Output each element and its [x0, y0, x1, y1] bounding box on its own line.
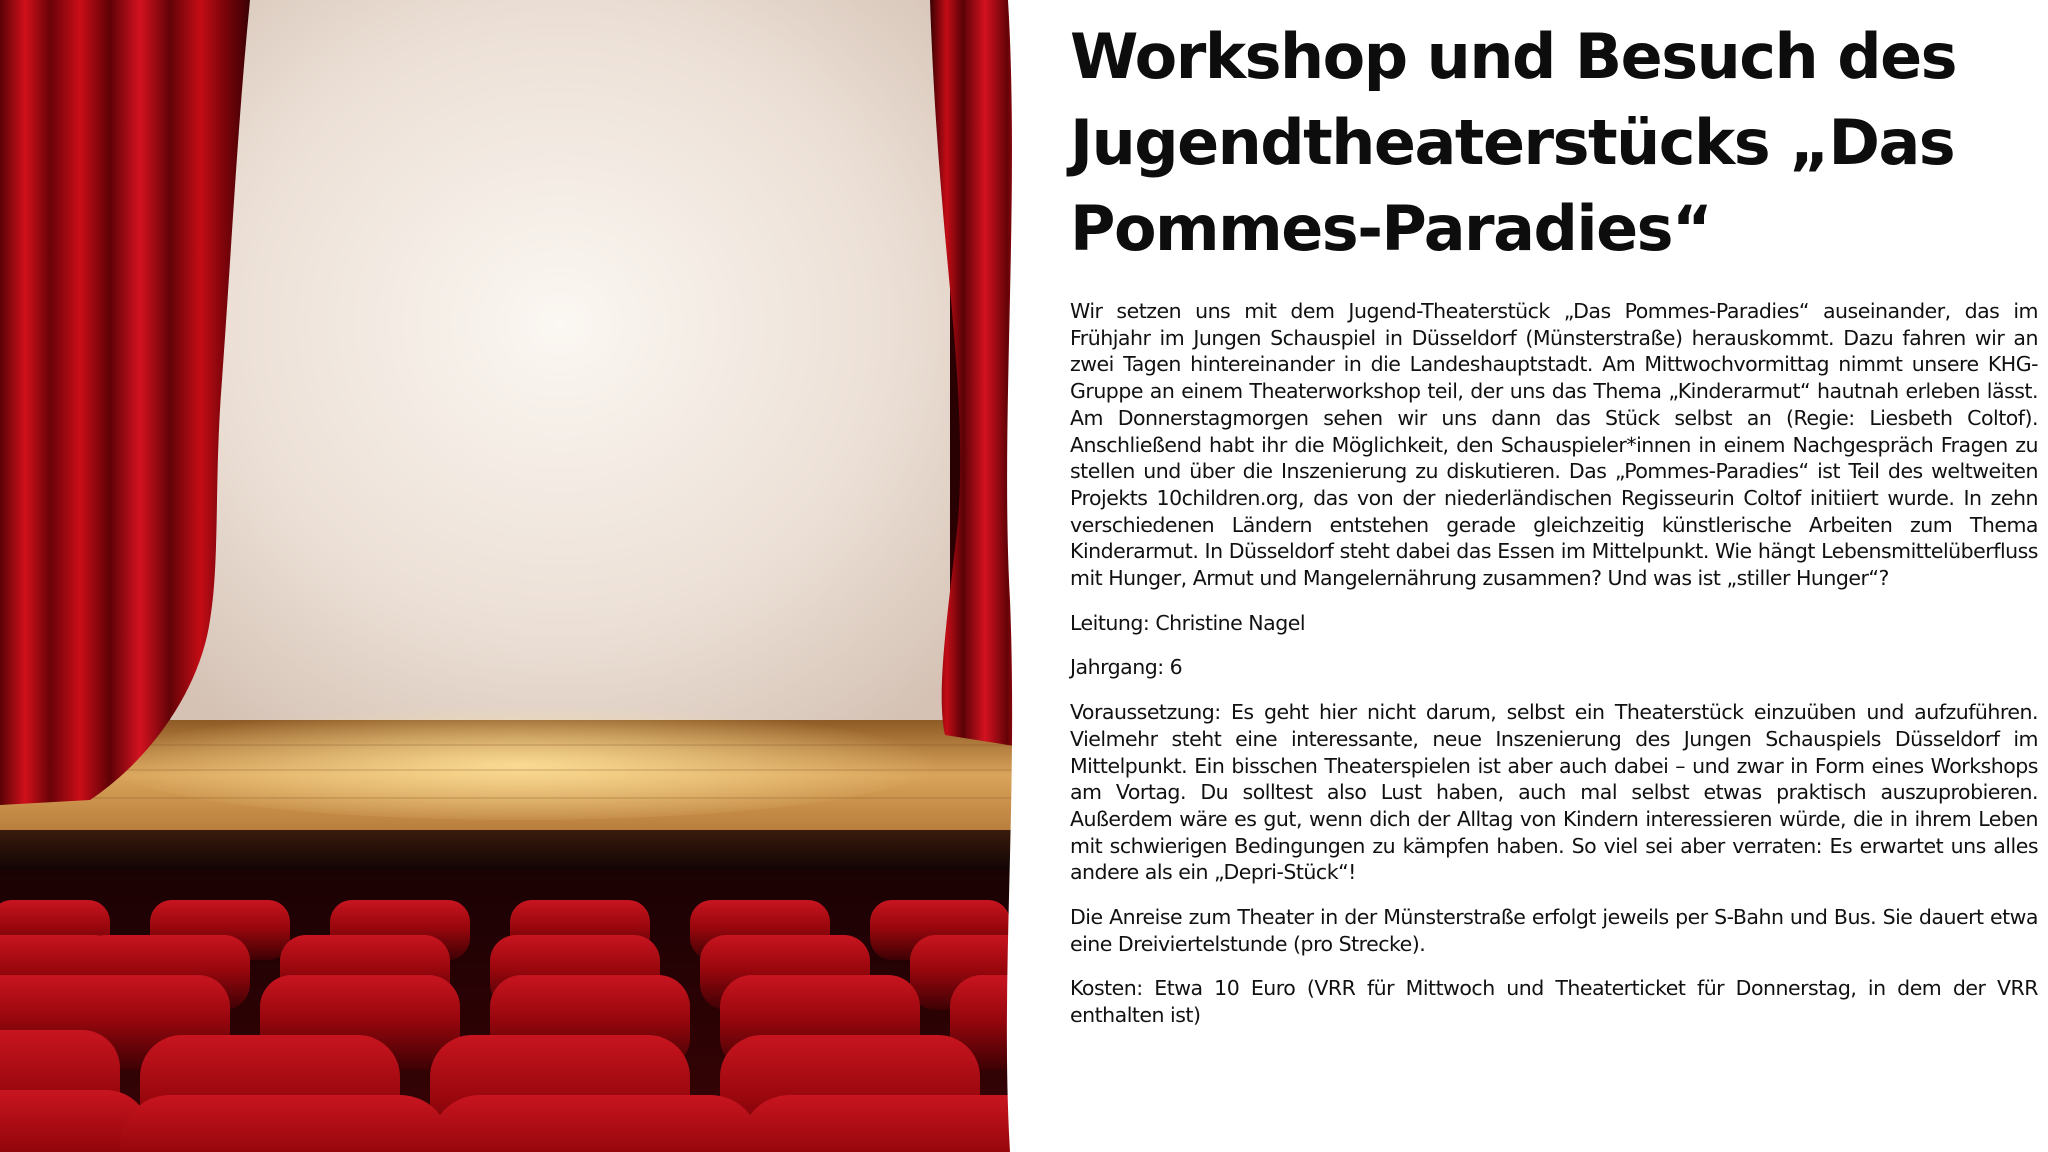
seat-rows	[0, 900, 1040, 1152]
intro-paragraph: Wir setzen uns mit dem Jugend-Theaterstück „Das Pommes-Paradies“ auseinander, das im Frühjahr im Jungen Schauspiel in Düsseldorf (Münsterstraße) herauskommt. Dazu fahren wir an zwei Tagen hintereinander in die Landeshauptstadt. Am Mittwochvormittag nimmt unsere KHG-Gruppe an einem Theaterworkshop teil, der uns das Thema „Kinderarmut“ hautnah erleben lässt. Am Donnerstagmorgen sehen wir uns dann das Stück selbst an (Regie: Liesbeth Coltof). Anschließend habt ihr die Möglichkeit, den Schauspieler*innen in einem Nachgespräch Fragen zu stellen und über die Inszenierung zu diskutieren. Das „Pommes-Paradies“ ist Teil des weltweiten Projekts 10children.org, das von der niederländischen Regisseurin Coltof initiiert wurde. In zehn verschiedenen Ländern entstehen gerade gleichzeitig künstlerische Arbeiten zum Thema Kinderarmut. In Düsseldorf steht dabei das Essen im Mittelpunkt. Wie hängt Lebensmittelüberfluss mit Hunger, Armut und Mangelernährung zusammen? Und was ist „stiller Hunger“?	[1070, 299, 2038, 591]
leitung-line: Leitung: Christine Nagel	[1070, 610, 1306, 635]
kosten-paragraph: Kosten: Etwa 10 Euro (VRR für Mittwoch und Theaterticket für Donnerstag, in dem der VRR enthalten ist)	[1070, 976, 2038, 1028]
text-column	[1070, 14, 2038, 1047]
stage-backdrop	[170, 0, 950, 720]
anreise-paragraph: Die Anreise zum Theater in der Münsterstraße erfolgt jeweils per S-Bahn und Bus. Sie dauert etwa eine Dreiviertelstunde (pro Strecke).	[1070, 905, 2038, 956]
page-title: Workshop und Besuch des Jugendtheaterstücks „Das Pommes-Paradies“	[1070, 20, 1957, 265]
voraussetzung-paragraph: Voraussetzung: Es geht hier nicht darum, selbst ein Theaterstück einzuüben und aufzuführen. Vielmehr steht eine interessante, neue Inszenierung des Jungen Schauspiels Düsseldorf im Mittelpunkt. Ein bisschen Theaterspielen ist aber auch dabei – und zwar in Form eines Workshops am Vortag. Du solltest also Lust haben, auch mal selbst etwas praktisch auszuprobieren. Außerdem wäre es gut, wenn dich der Alltag von Kindern interessieren würde, die in ihrem Leben mit schwierigen Bedingungen zu kämpfen haben. So viel sei aber verraten: Es erwartet uns alles andere als ein „Depri-Stück“!	[1070, 700, 2038, 885]
jahrgang-line: Jahrgang: 6	[1070, 655, 1183, 680]
